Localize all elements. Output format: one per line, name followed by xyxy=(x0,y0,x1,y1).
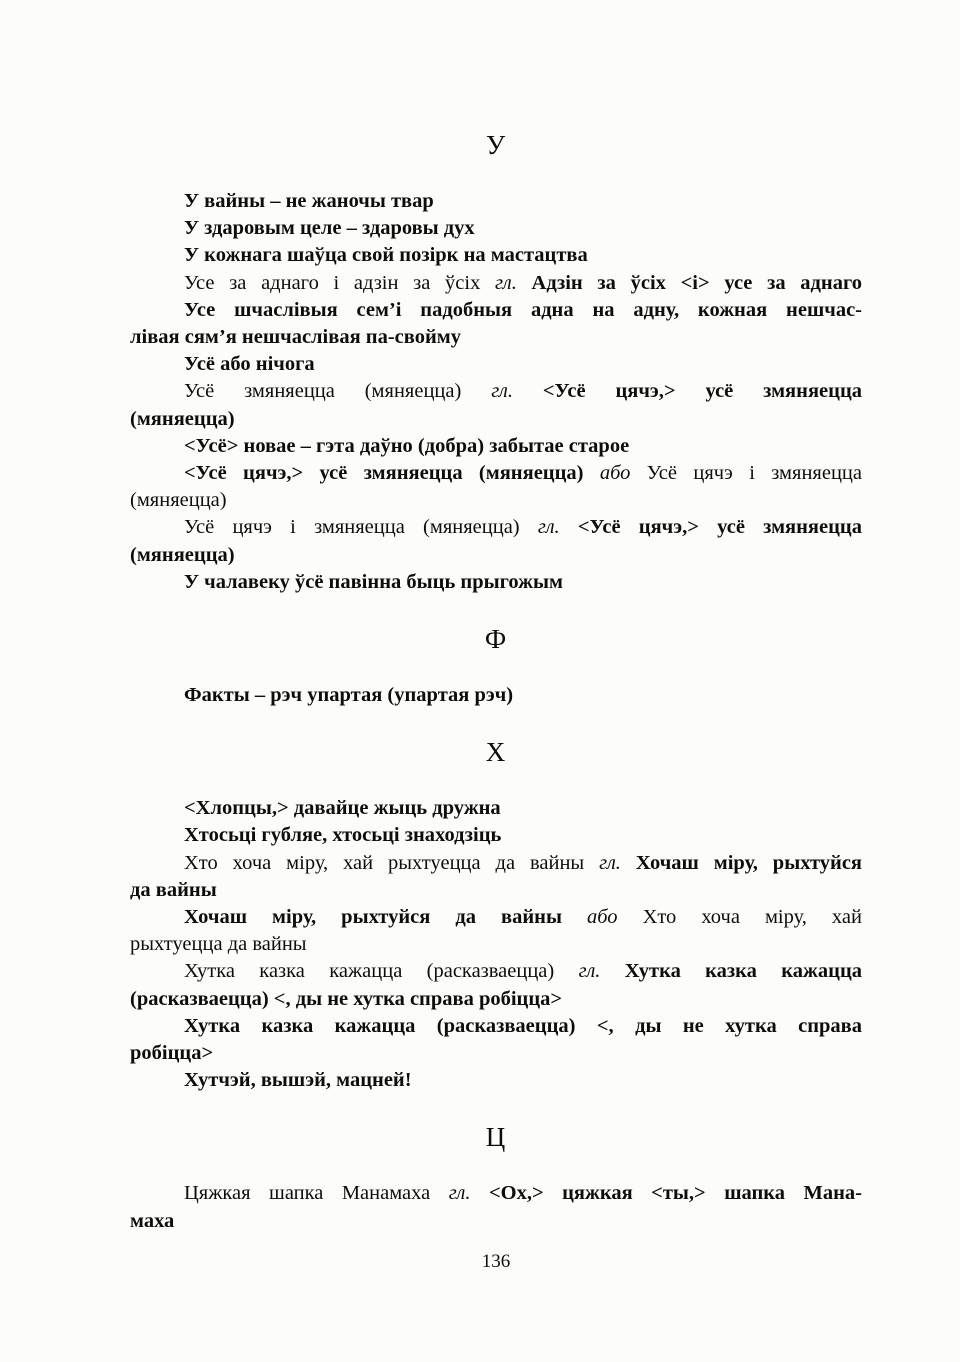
section-heading: Ц xyxy=(485,1122,507,1153)
entry-line xyxy=(130,822,862,849)
entry-line xyxy=(130,1208,862,1235)
section-У xyxy=(130,128,862,596)
section-heading: У xyxy=(485,130,507,160)
text-segment-bold: (мяняецца) xyxy=(130,543,235,566)
text-segment-bold: (расказваецца) <, ды не хутка справа робіцца> xyxy=(130,987,563,1010)
text-segment-bold: Хочаш міру, рыхтуйся да вайны xyxy=(184,906,587,929)
section-heading: Ф xyxy=(484,624,508,655)
text-segment-bold: да вайны xyxy=(130,878,217,901)
entry-line xyxy=(130,378,862,405)
text-segment-bold: <Усё цячэ,> усё змяняецца xyxy=(542,380,863,403)
entry-line xyxy=(130,188,862,215)
text-segment-regular: Хто хоча міру, хай рыхтуецца да вайны xyxy=(184,851,600,874)
entry-line xyxy=(130,795,862,822)
text-segment-bold: Адзін за ўсіх <і> усе за аднаго xyxy=(531,271,863,294)
entry-line xyxy=(130,1067,862,1094)
entry-line xyxy=(130,1013,862,1040)
text-segment-bold: маха xyxy=(130,1209,175,1232)
entry-line xyxy=(130,514,862,541)
entry-line xyxy=(130,297,862,324)
entry-line xyxy=(130,270,862,297)
text-segment-bold: Факты – рэч упартая (упартая рэч) xyxy=(184,684,514,707)
entry-line xyxy=(130,487,862,514)
text-segment-bold: Хтосьці губляе, хтосьці знаходзіць xyxy=(184,824,502,847)
entry-line xyxy=(130,931,862,958)
text-segment-bold: У вайны – не жаночы твар xyxy=(184,190,434,212)
entry-line xyxy=(130,351,862,378)
text-segment-regular: Усё цячэ і змяняецца xyxy=(646,462,862,485)
text-segment-italic: гл. xyxy=(491,380,543,403)
entry-line xyxy=(130,569,862,596)
text-segment-bold: <Усё цячэ,> усё змяняецца (мяняецца) xyxy=(184,462,600,485)
text-segment-bold: лівая сям’я нешчаслівая па-свойму xyxy=(130,326,461,349)
entry-line xyxy=(130,433,862,460)
text-segment-bold: (мяняецца) xyxy=(130,407,235,430)
text-segment-regular: Цяжкая шапка Манамаха xyxy=(184,1182,449,1205)
entry-line xyxy=(130,877,862,904)
text-segment-regular: Хутка казка кажацца (расказваецца) xyxy=(184,960,579,983)
text-segment-italic: або xyxy=(587,906,643,929)
text-segment-regular: рыхтуецца да вайны xyxy=(130,933,307,956)
section-Ф xyxy=(130,622,862,709)
text-segment-italic: гл. xyxy=(578,960,625,983)
entry-line xyxy=(130,986,862,1013)
entry-line xyxy=(130,460,862,487)
entry-line xyxy=(130,542,862,569)
text-segment-regular: Усе за аднаго і адзін за ўсіх xyxy=(184,271,496,294)
text-segment-italic: гл. xyxy=(448,1182,489,1205)
text-segment-regular: (мяняецца) xyxy=(130,489,227,512)
entry-line xyxy=(130,324,862,351)
entry-line xyxy=(130,242,862,269)
text-segment-regular: Усё цячэ і змяняецца (мяняецца) xyxy=(184,516,538,539)
entry-line xyxy=(130,406,862,433)
text-segment-bold: Усё або нічога xyxy=(184,353,315,376)
text-segment-italic: гл. xyxy=(599,851,636,874)
text-segment-bold: робіцца> xyxy=(130,1042,214,1065)
entry-line xyxy=(130,958,862,985)
text-segment-italic: гл. xyxy=(537,516,578,539)
text-segment-bold: У здаровым целе – здаровы дух xyxy=(184,217,475,240)
entry-line xyxy=(130,682,862,709)
text-segment-italic: гл. xyxy=(495,271,532,294)
entry-line xyxy=(130,904,862,931)
text-segment-regular: Усё змяняецца (мяняецца) xyxy=(184,380,492,403)
text-segment-italic: або xyxy=(599,462,647,485)
text-segment-bold: <Усё> новае – гэта даўно (добра) забытае старое xyxy=(184,434,630,457)
text-segment-bold: У кожнага шаўца свой позірк на мастацтва xyxy=(184,244,588,267)
text-segment-bold: Хутчэй, вышэй, мацней! xyxy=(184,1069,412,1092)
text-segment-bold: <Усё цячэ,> усё змяняецца xyxy=(577,516,862,539)
text-segment-bold: Усе шчаслівыя сем’і падобныя адна на адну, кожная нешчас- xyxy=(184,298,862,321)
entry-line xyxy=(130,1180,862,1207)
entry-line xyxy=(130,215,862,242)
entry-line xyxy=(130,850,862,877)
section-Ц xyxy=(130,1120,862,1234)
page-number: 136 xyxy=(481,1250,511,1272)
text-segment-bold: Хутка казка кажацца xyxy=(624,960,863,983)
text-segment-bold: <Ох,> цяжкая <ты,> шапка Мана- xyxy=(488,1182,862,1205)
entry-line xyxy=(130,1040,862,1067)
text-segment-regular: Хто хоча міру, хай xyxy=(642,906,862,929)
text-segment-bold: У чалавеку ўсё павінна быць прыгожым xyxy=(184,570,563,593)
text-segment-bold: Хутка казка кажацца (расказваецца) <, ды не хутка справа xyxy=(184,1014,862,1037)
text-segment-bold: <Хлопцы,> давайце жыць дружна xyxy=(184,797,501,820)
section-Х xyxy=(130,735,862,1094)
section-heading: Х xyxy=(485,737,507,768)
text-segment-bold: Хочаш міру, рыхтуйся xyxy=(635,851,863,874)
page-body xyxy=(130,128,862,1235)
